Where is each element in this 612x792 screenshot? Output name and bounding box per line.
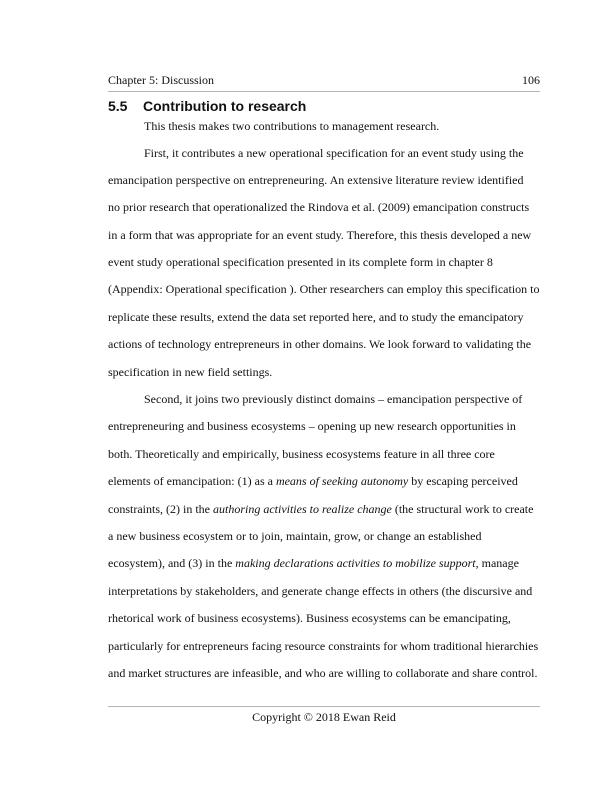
paragraph-line: replicate these results, extend the data set reported here, and to study the emancipatory	[108, 310, 524, 324]
paragraph-line: particularly for entrepreneurs facing resource constraints for whom traditional hierarchies	[108, 639, 539, 653]
section-title: Contribution to research	[143, 98, 307, 114]
paragraph-line: entrepreneuring and business ecosystems – opening up new research opportunities in	[108, 419, 516, 433]
paragraph-line: a new business ecosystem or to join, maintain, grow, or change an established	[108, 529, 482, 543]
header-divider	[108, 91, 540, 92]
section-heading	[108, 97, 306, 115]
emphasized-term: making declarations activities to mobilize support	[235, 556, 476, 570]
paragraph-line: emancipation perspective on entrepreneuring. An extensive literature review identified	[108, 173, 524, 187]
paragraph-line: event study operational specification presented in its complete form in chapter 8	[108, 255, 493, 269]
line-text: , manage	[475, 556, 519, 570]
emphasized-term: means of seeking autonomy	[275, 474, 409, 488]
paragraph-line	[108, 501, 533, 517]
paragraph-line: specification in new field settings.	[108, 365, 273, 379]
paragraph-line: both. Theoretically and empirically, business ecosystems feature in all three core	[108, 447, 495, 461]
paragraph-line: no prior research that operationalized the Rindova et al. (2009) emancipation constructs	[108, 200, 530, 214]
paragraph-line: This thesis makes two contributions to management research.	[144, 119, 440, 133]
line-text: constraints, (2) in the	[108, 502, 213, 516]
chapter-title: Chapter 5: Discussion	[108, 73, 214, 87]
paragraph-line	[108, 473, 518, 489]
footer-divider	[108, 706, 540, 707]
paragraph-line: (Appendix: Operational specification ). Other researchers can employ this specification to	[108, 282, 540, 296]
paragraph-line: First, it contributes a new operational specification for an event study using the	[144, 146, 524, 160]
line-text: by escaping perceived	[408, 474, 518, 488]
emphasized-term: authoring activities to realize change	[212, 502, 392, 516]
paragraph-line: actions of technology entrepreneurs in other domains. We look forward to validating the	[108, 337, 532, 351]
line-text: elements of emancipation: (1) as a	[108, 474, 276, 488]
running-header	[108, 72, 540, 88]
paragraph-line: Second, it joins two previously distinct domains – emancipation perspective of	[144, 392, 523, 406]
paragraph-line: in a form that was appropriate for an event study. Therefore, this thesis developed a new	[108, 228, 532, 242]
paragraph-line	[108, 555, 519, 571]
page-number: 106	[522, 73, 540, 87]
line-text: ecosystem), and (3) in the	[108, 556, 236, 570]
paragraph-line: and market structures are infeasible, and who are willing to collaborate and share control.	[108, 666, 538, 680]
paragraph-line: interpretations by stakeholders, and generate change effects in others (the discursive and	[108, 584, 533, 598]
footer-copyright: Copyright © 2018 Ewan Reid	[252, 710, 396, 724]
line-text: (the structural work to create	[391, 502, 534, 516]
paragraph-line: rhetorical work of business ecosystems). Business ecosystems can be emancipating,	[108, 611, 511, 625]
section-number: 5.5	[108, 98, 128, 114]
